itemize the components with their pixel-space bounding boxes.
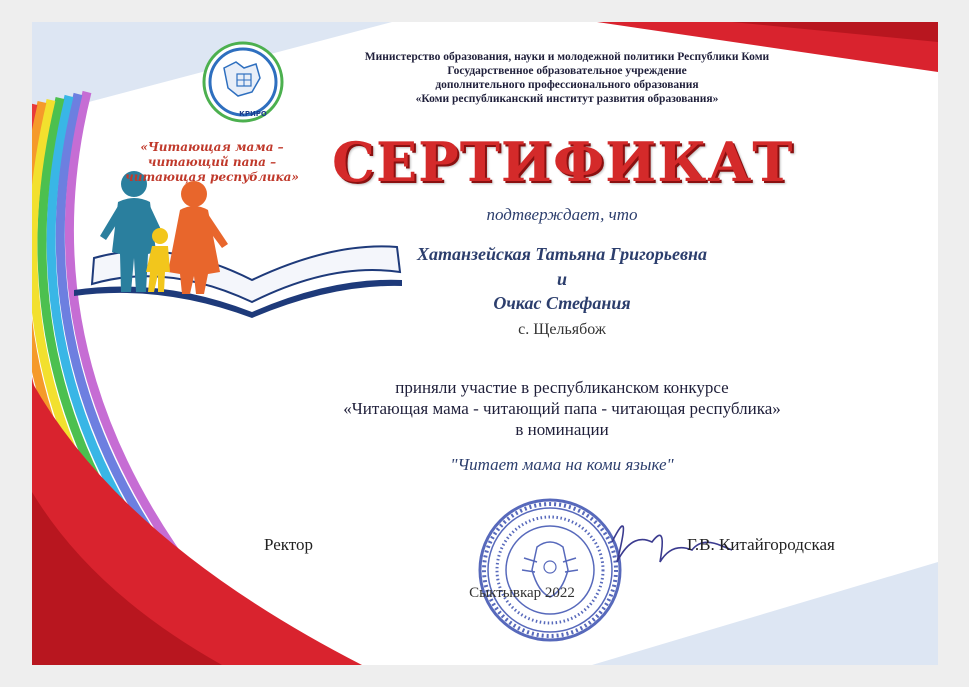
- organization-line: Государственное образовательное учреждение: [447, 65, 687, 77]
- organization-line: «Коми республиканский институт развития образования»: [415, 93, 719, 105]
- confirms-text: подтверждает, что: [486, 205, 638, 224]
- organization-line: дополнительного профессионального образования: [435, 79, 699, 91]
- project-logo-line: читающий папа –: [147, 155, 277, 169]
- contest-name: «Читающая мама - читающий папа - читающая республика»: [343, 399, 781, 418]
- project-logo-line: «Читающая мама –: [140, 140, 284, 154]
- nomination-title: "Читает мама на коми языке": [450, 455, 674, 474]
- certificate: [32, 22, 938, 665]
- organization-line: Министерство образования, науки и молодежной политики Республики Коми: [364, 51, 770, 63]
- organization-header: [287, 50, 847, 106]
- kriro-abbreviation: КРИРО: [239, 110, 267, 118]
- participation-text: приняли участие в республиканском конкурсе: [395, 378, 729, 397]
- certificate-title: СЕРТИФИКАТ: [332, 130, 794, 194]
- city-year: Сыктывкар 2022: [469, 585, 575, 601]
- decorative-background: [32, 22, 938, 665]
- village-name: с. Щельябож: [518, 321, 606, 338]
- signer-role: Ректор: [264, 535, 314, 554]
- official-stamp: [480, 500, 620, 640]
- recipient-name-1: Хатанзейская Татьяна Григорьевна: [416, 244, 708, 264]
- recipient-name-2: Очкас Стефания: [493, 293, 631, 313]
- signer-name: Г.В. Китайгородская: [687, 535, 835, 554]
- nomination-label: в номинации: [515, 420, 609, 439]
- conjunction: и: [556, 269, 567, 289]
- project-logo-caption: [112, 140, 312, 185]
- bottom-right-swoosh: [592, 562, 938, 665]
- project-logo-line: читающая республика»: [125, 170, 299, 184]
